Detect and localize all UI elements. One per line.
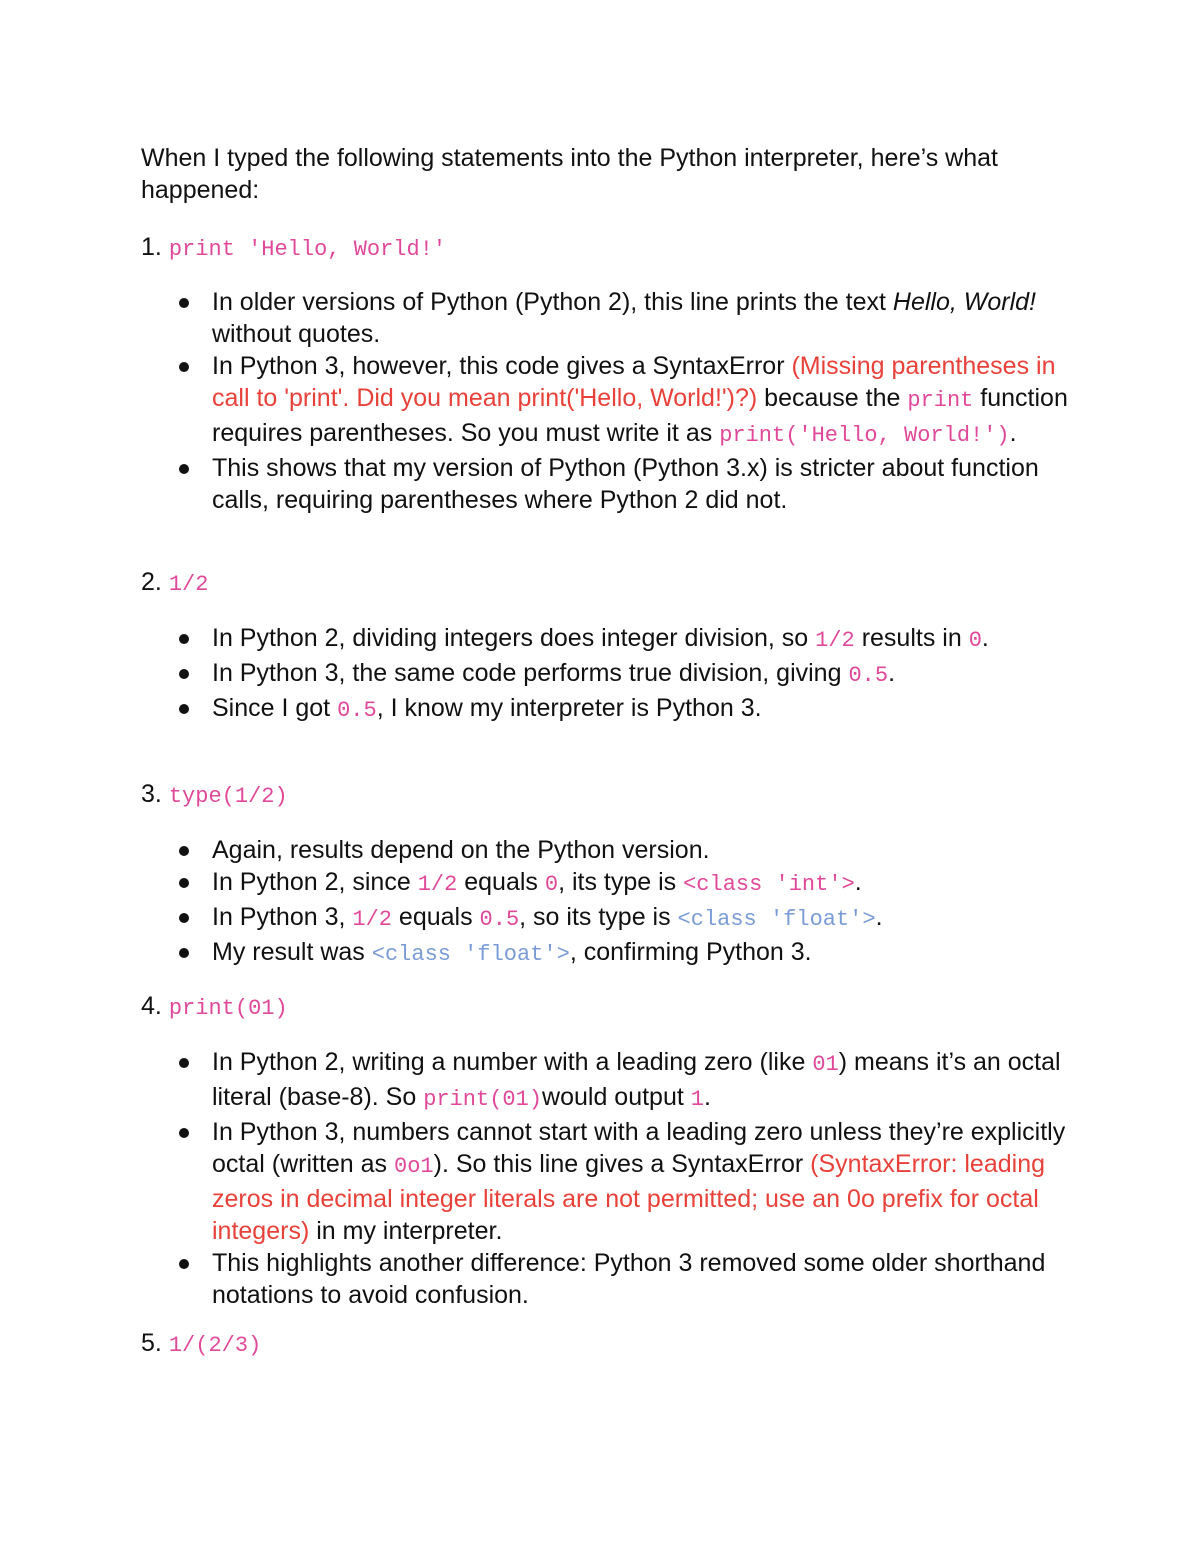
list-item: Again, results depend on the Python version. — [212, 834, 1072, 866]
error-message: (SyntaxError: leading zeros in decimal integer literals are not permitted; use an 0o prefix for octal integers) — [212, 1150, 1045, 1245]
section-code: print 'Hello, World!' — [168, 237, 447, 262]
list-item: In Python 2, dividing integers does integer division, so 1/2 results in 0. — [212, 622, 1072, 657]
section-number: 2. — [141, 568, 162, 596]
list-item: This highlights another difference: Python 3 removed some older shorthand notations to avoid confusion. — [212, 1247, 1072, 1311]
list-item: In Python 3, the same code performs true division, giving 0.5. — [212, 657, 1072, 692]
list-item: In Python 2, since 1/2 equals 0, its type is <class 'int'>. — [212, 866, 1072, 901]
section-number: 3. — [141, 780, 162, 808]
section-5-heading — [141, 1327, 261, 1362]
section-2-bullets — [212, 622, 1072, 727]
section-code: 1/(2/3) — [168, 1333, 262, 1358]
section-3-bullets — [212, 834, 1072, 971]
section-code: 1/2 — [168, 572, 209, 597]
list-item: In Python 3, however, this code gives a SyntaxError (Missing parentheses in call to 'print'. Did you mean print('Hello, World!')?) because the print function requires parentheses. So you must write it as print('Hello, World!'). — [212, 350, 1072, 452]
section-2-heading — [141, 566, 208, 601]
section-4-heading — [141, 990, 288, 1025]
section-code: type(1/2) — [168, 784, 288, 809]
section-code: print(01) — [168, 996, 288, 1021]
error-message: (Missing parentheses in call to 'print'. Did you mean print('Hello, World!')?) — [212, 352, 1056, 412]
list-item: My result was <class 'float'>, confirming Python 3. — [212, 936, 1072, 971]
list-item: In Python 2, writing a number with a leading zero (like 01) means it’s an octal literal (base-8). So print(01)would output 1. — [212, 1046, 1072, 1116]
section-number: 5. — [141, 1329, 162, 1357]
section-1-bullets — [212, 286, 1072, 516]
section-4-bullets — [212, 1046, 1072, 1311]
section-1-heading — [141, 231, 446, 266]
list-item: Since I got 0.5, I know my interpreter is Python 3. — [212, 692, 1072, 727]
section-number: 1. — [141, 233, 162, 261]
section-3-heading — [141, 778, 288, 813]
list-item: This shows that my version of Python (Python 3.x) is stricter about function calls, requiring parentheses where Python 2 did not. — [212, 452, 1072, 516]
intro-paragraph: When I typed the following statements into the Python interpreter, here’s what happened: — [141, 144, 998, 204]
list-item: In older versions of Python (Python 2), this line prints the text Hello, World! without quotes. — [212, 286, 1072, 350]
list-item: In Python 3, 1/2 equals 0.5, so its type is <class 'float'>. — [212, 901, 1072, 936]
section-number: 4. — [141, 992, 162, 1020]
list-item: In Python 3, numbers cannot start with a leading zero unless they’re explicitly octal (written as 0o1). So this line gives a SyntaxError (SyntaxError: leading zeros in decimal integer literals are not permitted; use an 0o prefix for octal integers) in my interpreter. — [212, 1116, 1072, 1247]
